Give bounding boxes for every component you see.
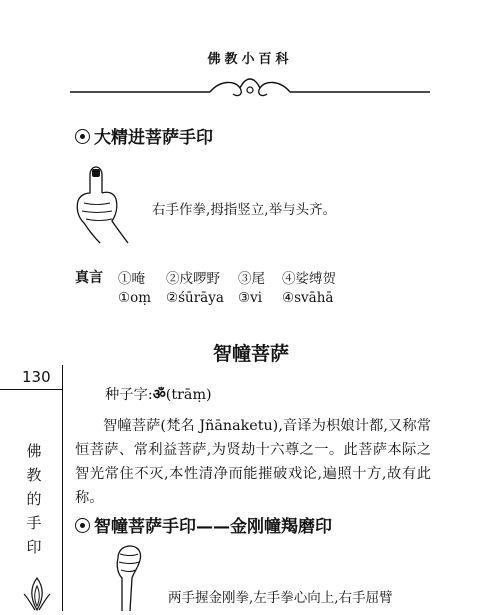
- margin-char-5: 印: [26, 538, 42, 556]
- bullet-icon: [75, 129, 90, 144]
- margin-char-3: 的: [26, 490, 42, 508]
- margin-rule: [0, 389, 62, 390]
- mantra-chinese-4: ④娑缚贺: [282, 271, 336, 287]
- header-ornament: [70, 70, 430, 100]
- section1-description: 右手作拳,拇指竖立,举与头齐。: [152, 202, 337, 218]
- seed-syllable-roman: (trāṃ): [165, 387, 212, 403]
- seed-syllable-glyph: ॐ: [152, 387, 166, 403]
- margin-char-2: 教: [26, 466, 42, 484]
- mantra-romanized-row: [118, 290, 333, 306]
- section2-title: [75, 512, 332, 537]
- lotus-ornament-icon: [22, 576, 52, 615]
- mantra-label: 真言: [75, 270, 103, 286]
- mantra-roman-1: ①oṃ: [118, 290, 152, 306]
- mantra-chinese-2: ②戍啰野: [166, 271, 220, 287]
- mantra-chinese-1: ①唵: [118, 271, 145, 287]
- mantra-roman-3: ③vi: [238, 290, 263, 306]
- margin-char-1: 佛: [26, 442, 42, 460]
- bullet-icon: [75, 518, 90, 533]
- header-title: 佛教小百科: [207, 52, 293, 67]
- mantra-chinese-row: [118, 267, 336, 287]
- fist-thumb-up-illustration: [70, 163, 140, 249]
- page-number: 130: [22, 368, 51, 386]
- margin-char-4: 手: [26, 514, 42, 532]
- margin-vertical-line: [62, 365, 63, 611]
- seed-syllable-label: 种子字:: [105, 387, 153, 403]
- mantra-roman-4: ④svāhā: [282, 290, 334, 306]
- mantra-roman-2: ②śūrāya: [166, 290, 224, 306]
- vajra-fist-illustration: [108, 544, 148, 615]
- mantra-chinese-3: ③尾: [238, 271, 265, 287]
- section1-title-text: 大精进菩萨手印: [94, 128, 213, 148]
- section2-description: 两手握金刚拳,左手拳心向上,右手屈臂: [168, 590, 393, 606]
- chapter-title: 智幢菩萨: [213, 343, 290, 365]
- section2-title-text: 智幢菩萨手印——金刚幢羯磨印: [94, 517, 332, 537]
- margin-vertical-label: [22, 440, 46, 560]
- chapter-paragraph: 智幢菩萨(梵名 Jñānaketu),音译为枳娘计都,又称常恒菩萨、常利益菩萨,为贤劫十六尊之一。此菩萨本际之智光常住不灭,本性清净而能摧破戏论,遍照十方,故有此称。: [75, 418, 431, 506]
- section1-title: [75, 123, 213, 148]
- seed-syllable-line: [105, 384, 212, 404]
